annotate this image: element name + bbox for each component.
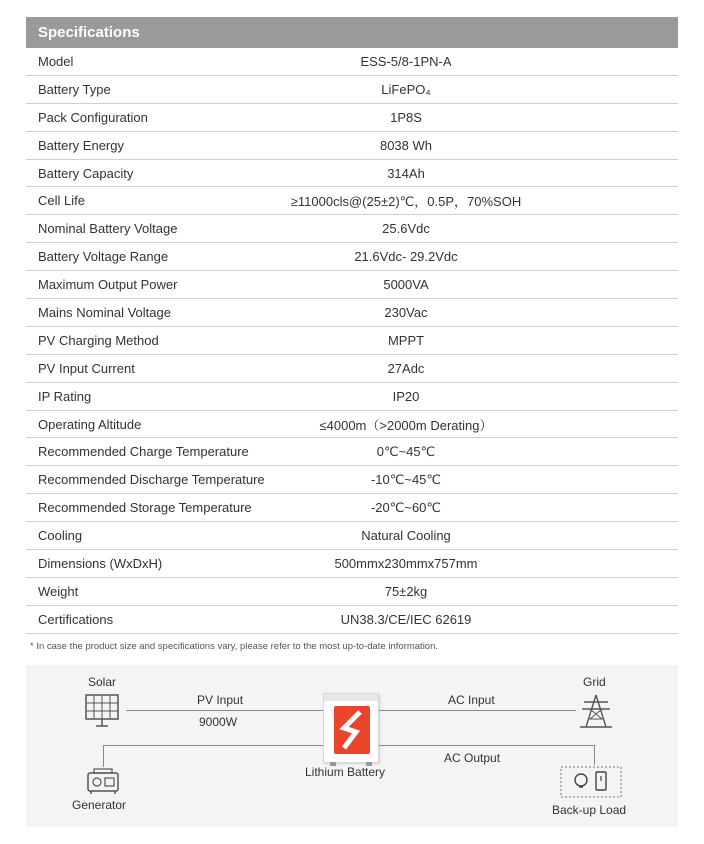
spec-value-text: 21.6Vdc- 29.2Vdc — [354, 249, 458, 265]
spec-row — [26, 411, 678, 439]
spec-value-text: -20℃~60℃ — [370, 499, 442, 515]
spec-value-text: 314Ah — [387, 165, 425, 181]
battery-label: Lithium Battery — [305, 765, 386, 779]
spec-label: Operating Altitude — [38, 416, 142, 432]
spec-value — [376, 443, 678, 460]
spec-value-text: MPPT — [387, 332, 425, 348]
spec-label: Battery Type — [38, 81, 111, 97]
spec-value — [360, 53, 678, 69]
system-diagram — [26, 665, 678, 827]
spec-label: PV Charging Method — [38, 332, 159, 348]
pv-input-line — [126, 710, 323, 711]
spec-label: PV Input Current — [38, 360, 135, 376]
generator-drop-line — [103, 745, 104, 767]
spec-value-text: 8038 Wh — [379, 137, 433, 153]
spec-row — [26, 494, 678, 522]
spec-label: Battery Capacity — [38, 165, 134, 181]
backup-load-label: Back-up Load — [552, 803, 627, 817]
spec-label: Battery Voltage Range — [38, 249, 169, 265]
spec-row — [26, 550, 678, 578]
spec-row — [26, 355, 678, 383]
spec-value — [384, 305, 678, 320]
spec-row — [26, 132, 678, 160]
grid-label: Grid — [583, 675, 606, 689]
spec-label: Recommended Charge Temperature — [38, 444, 249, 460]
spec-value-text: 75±2kg — [384, 583, 428, 599]
spec-label: Model — [38, 53, 74, 69]
spec-row — [26, 76, 678, 104]
spec-label: Maximum Output Power — [38, 277, 178, 293]
spec-value-text: ESS-5/8-1PN-A — [360, 53, 452, 69]
spec-row — [26, 578, 678, 606]
spec-row — [26, 299, 678, 327]
spec-value — [384, 361, 678, 376]
spec-rows — [26, 48, 678, 634]
spec-value-text: 25.6Vdc — [382, 221, 430, 237]
spec-value — [354, 249, 678, 265]
ac-output-label: AC Output — [444, 751, 501, 765]
spec-label: Mains Nominal Voltage — [38, 304, 171, 320]
spec-label: Weight — [38, 583, 79, 599]
spec-row — [26, 271, 678, 299]
spec-value-text: LiFePO₄ — [381, 81, 431, 97]
spec-value — [384, 277, 678, 292]
spec-row — [26, 48, 678, 76]
spec-label: Nominal Battery Voltage — [38, 221, 178, 237]
spec-value-text: ≥11000cls@(25±2)℃，0.5P，70%SOH — [290, 194, 522, 210]
footnote: * In case the product size and specifications vary, please refer to the most up-to-date information. — [30, 641, 439, 652]
ac-input-label: AC Input — [448, 693, 495, 707]
spec-value — [340, 611, 678, 627]
spec-row — [26, 327, 678, 355]
spec-value-text: 1P8S — [390, 109, 422, 125]
spec-value — [384, 110, 678, 125]
spec-label: Pack Configuration — [38, 109, 148, 125]
specifications-table — [26, 17, 678, 634]
spec-value-text: UN38.3/CE/IEC 62619 — [340, 611, 472, 627]
spec-value — [384, 221, 678, 236]
spec-row — [26, 466, 678, 494]
spec-value-text: Natural Cooling — [361, 528, 451, 544]
ac-output-line — [379, 745, 594, 746]
spec-value — [384, 333, 678, 348]
spec-value — [379, 137, 678, 153]
spec-value-text: 500mmx230mmx757mm — [334, 555, 478, 571]
spec-label: IP Rating — [38, 388, 92, 404]
spec-value-text: ≤4000m（>2000m Derating） — [319, 417, 493, 433]
solar-panel-icon — [84, 693, 122, 729]
spec-value-text: 0℃~45℃ — [376, 443, 436, 459]
ac-input-line — [379, 710, 576, 711]
spec-label: Certifications — [38, 611, 114, 627]
spec-label: Recommended Storage Temperature — [38, 500, 252, 516]
spec-row — [26, 187, 678, 215]
spec-value — [334, 555, 678, 571]
spec-value-text: IP20 — [392, 388, 420, 404]
spec-value-text: 27Adc — [387, 360, 425, 376]
spec-row — [26, 383, 678, 411]
spec-label: Battery Energy — [38, 137, 124, 153]
pv-input-label: PV Input — [197, 693, 244, 707]
spec-value — [319, 415, 678, 434]
spec-row — [26, 606, 678, 634]
power-tower-icon — [578, 693, 614, 729]
spec-row — [26, 104, 678, 132]
pv-power-label: 9000W — [199, 715, 238, 729]
backup-drop-line — [594, 745, 595, 765]
spec-value — [290, 191, 678, 210]
spec-value — [381, 81, 678, 97]
spec-label: Cell Life — [38, 193, 85, 209]
spec-value — [384, 166, 678, 181]
solar-label: Solar — [88, 675, 117, 689]
battery-logo-icon — [334, 706, 370, 754]
spec-row — [26, 438, 678, 466]
generator-label: Generator — [72, 798, 127, 812]
spec-row — [26, 243, 678, 271]
generator-icon — [86, 767, 120, 795]
spec-label: Recommended Discharge Temperature — [38, 472, 265, 488]
spec-value-text: -10℃~45℃ — [370, 471, 442, 487]
spec-value — [384, 389, 678, 404]
spec-value — [361, 528, 678, 544]
specifications-header: Specifications — [26, 17, 678, 48]
backup-load-icon — [559, 765, 623, 799]
spec-label: Cooling — [38, 528, 83, 544]
spec-value-text: 230Vac — [384, 304, 428, 320]
spec-row — [26, 160, 678, 188]
spec-value-text: 5000VA — [383, 277, 429, 293]
spec-value — [370, 499, 678, 516]
lithium-battery — [323, 693, 379, 763]
spec-row — [26, 215, 678, 243]
generator-line — [103, 745, 323, 746]
spec-value — [370, 471, 678, 488]
spec-value — [384, 584, 678, 599]
spec-label: Dimensions (WxDxH) — [38, 555, 163, 571]
spec-row — [26, 522, 678, 550]
